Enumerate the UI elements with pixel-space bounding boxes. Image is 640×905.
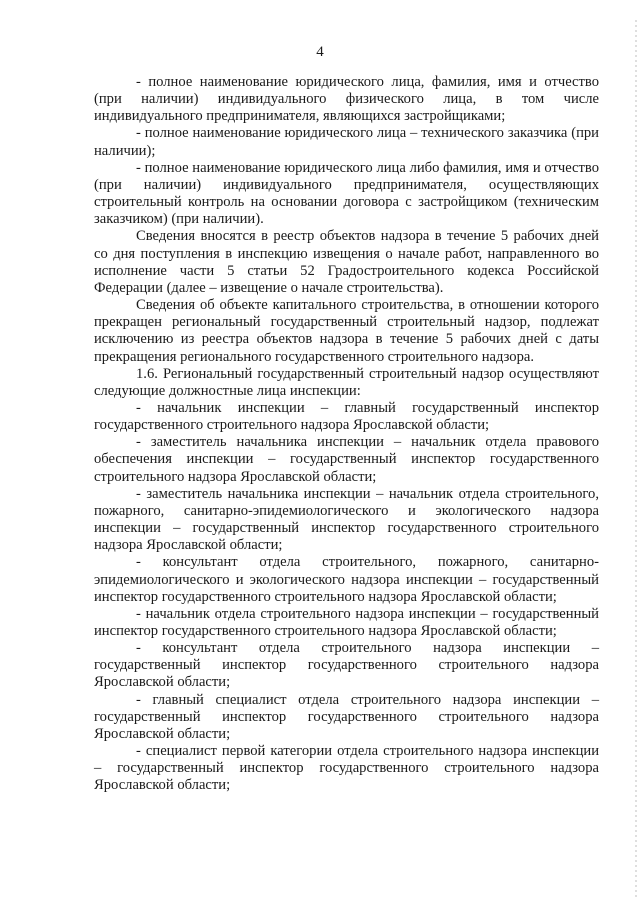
list-item-deputy-construction: - заместитель начальника инспекции – начальник отдела строительного, пожарного, санитарно-эпидемиологического и экологического надзора инспекции – государственный инспектор государственного строительного надзора Ярославской области; [94, 485, 599, 554]
paragraph-construction-control: - полное наименование юридического лица либо фамилия, имя и отчество (при наличии) индивидуального предпринимателя, осуществляющих строительный контроль на основании договора с застройщиком (техническим заказчиком) (при наличии). [94, 159, 599, 228]
list-item-consultant-construction: - консультант отдела строительного надзора инспекции – государственный инспектор государственного строительного надзора Ярославской области; [94, 640, 599, 691]
paragraph-section-1-6: 1.6. Региональный государственный строительный надзор осуществляют следующие должностные лица инспекции: [94, 365, 599, 399]
scan-edge-artifact [635, 20, 637, 900]
paragraph-registry-entry: Сведения вносятся в реестр объектов надзора в течение 5 рабочих дней со дня поступления в инспекцию извещения о начале работ, направленного во исполнение части 5 статьи 52 Градостроительного кодекса Российской Федерации (далее – извещение о начале строительства). [94, 228, 599, 296]
list-item-deputy-legal: - заместитель начальника инспекции – начальник отдела правового обеспечения инспекции – государственный инспектор государственного строительного надзора Ярославской области; [94, 434, 599, 485]
paragraph-registry-exclusion: Сведения об объекте капитального строительства, в отношении которого прекращен региональный государственный строительный надзор, подлежат исключению из реестра объектов надзора в течение 5 рабочих дней с даты прекращения регионального государственного строительного надзора. [94, 297, 599, 365]
page-number: 4 [316, 44, 324, 60]
list-item-consultant-fire-sanitary: - консультант отдела строительного, пожарного, санитарно-эпидемиологического и экологического надзора инспекции – государственный инспектор государственного строительного надзора Ярославской области; [94, 554, 599, 605]
list-item-head-construction-department: - начальник отдела строительного надзора инспекции – государственный инспектор государственного строительного надзора Ярославской области; [94, 605, 599, 639]
paragraph-technical-customer: - полное наименование юридического лица – технического заказчика (при наличии); [94, 125, 599, 159]
list-item-first-category-specialist: - специалист первой категории отдела строительного надзора инспекции – государственный инспектор государственного строительного надзора Ярославской области; [94, 743, 599, 794]
paragraph-developer-name: - полное наименование юридического лица, фамилия, имя и отчество (при наличии) индивидуального физического лица, в том числе индивидуального предпринимателя, являющихся застройщиками; [94, 74, 599, 125]
list-item-chief-specialist: - главный специалист отдела строительного надзора инспекции – государственный инспектор государственного строительного надзора Ярославской области; [94, 691, 599, 742]
list-item-head-of-inspection: - начальник инспекции – главный государственный инспектор государственного строительного надзора Ярославской области; [94, 399, 599, 434]
document-body [94, 74, 599, 795]
